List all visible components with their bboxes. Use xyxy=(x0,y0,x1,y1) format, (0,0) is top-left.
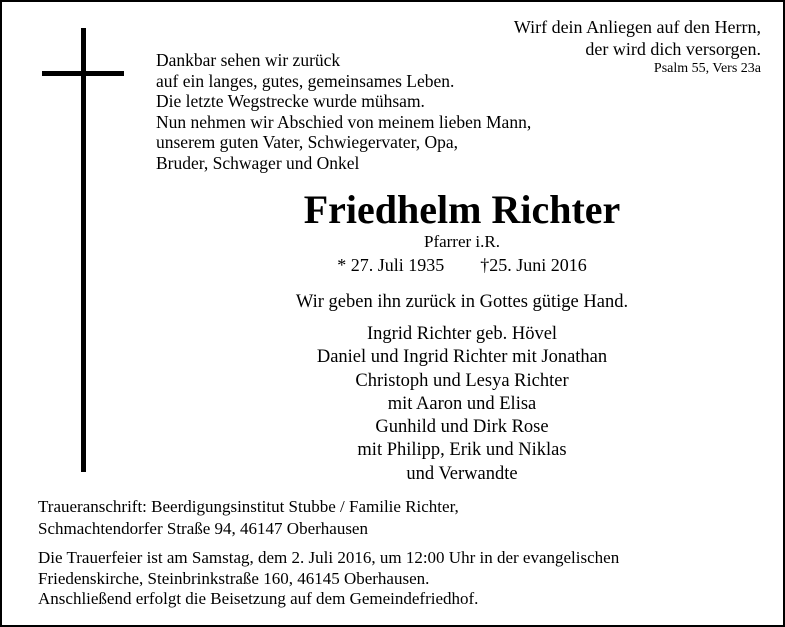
life-dates xyxy=(231,254,693,276)
farewell-verse: Wir geben ihn zurück in Gottes gütige Hand. xyxy=(295,292,629,312)
motto-line: Wirf dein Anliegen auf den Herrn, xyxy=(513,17,761,37)
intro-line: Dankbar sehen wir zurück xyxy=(156,50,341,70)
mourner-line: Ingrid Richter geb. Hövel xyxy=(366,324,558,344)
death-date: †25. Juni 2016 xyxy=(480,255,587,275)
mourner-line: mit Philipp, Erik und Niklas xyxy=(357,440,567,461)
mourner-line: mit Aaron und Elisa xyxy=(387,393,537,414)
mourner-line: Gunhild und Dirk Rose xyxy=(375,417,549,438)
funeral-details xyxy=(38,548,619,610)
deceased-name: Friedhelm Richter xyxy=(303,187,621,232)
funeral-line: Anschließend erfolgt die Beisetzung auf dem Gemeindefriedhof. xyxy=(38,589,479,608)
mourners-list xyxy=(231,323,693,486)
intro-line: auf ein langes, gutes, gemeinsames Leben. xyxy=(156,70,455,91)
address-line: Schmachtendorfer Straße 94, 46147 Oberhausen xyxy=(38,518,368,538)
address-line: Traueranschrift: Beerdigungsinstitut Stubbe / Familie Richter, xyxy=(38,497,459,516)
mourning-address xyxy=(38,496,459,539)
cross-horizontal-beam xyxy=(42,71,124,76)
intro-text xyxy=(156,50,531,174)
bible-verse-motto xyxy=(514,16,761,77)
intro-line: Die letzte Wegstrecke wurde mühsam. xyxy=(156,91,425,112)
cross-vertical-beam xyxy=(81,28,86,472)
funeral-line: Friedenskirche, Steinbrinkstraße 160, 46145 Oberhausen. xyxy=(38,568,430,588)
funeral-line: Die Trauerfeier ist am Samstag, dem 2. Juli 2016, um 12:00 Uhr in der evangelischen xyxy=(38,548,620,567)
mourner-line: Christoph und Lesya Richter xyxy=(355,370,569,391)
mourner-line: und Verwandte xyxy=(406,463,518,484)
motto-reference: Psalm 55, Vers 23a xyxy=(653,61,761,76)
birth-date: * 27. Juli 1935 xyxy=(337,255,445,275)
intro-line: Bruder, Schwager und Onkel xyxy=(156,152,360,173)
deceased-title: Pfarrer i.R. xyxy=(423,232,500,251)
mourner-line: Daniel und Ingrid Richter mit Jonathan xyxy=(316,347,608,368)
intro-line: unserem guten Vater, Schwiegervater, Opa, xyxy=(156,132,458,153)
intro-line: Nun nehmen wir Abschied von meinem lieben Mann, xyxy=(156,111,532,132)
motto-line: der wird dich versorgen. xyxy=(585,39,761,59)
